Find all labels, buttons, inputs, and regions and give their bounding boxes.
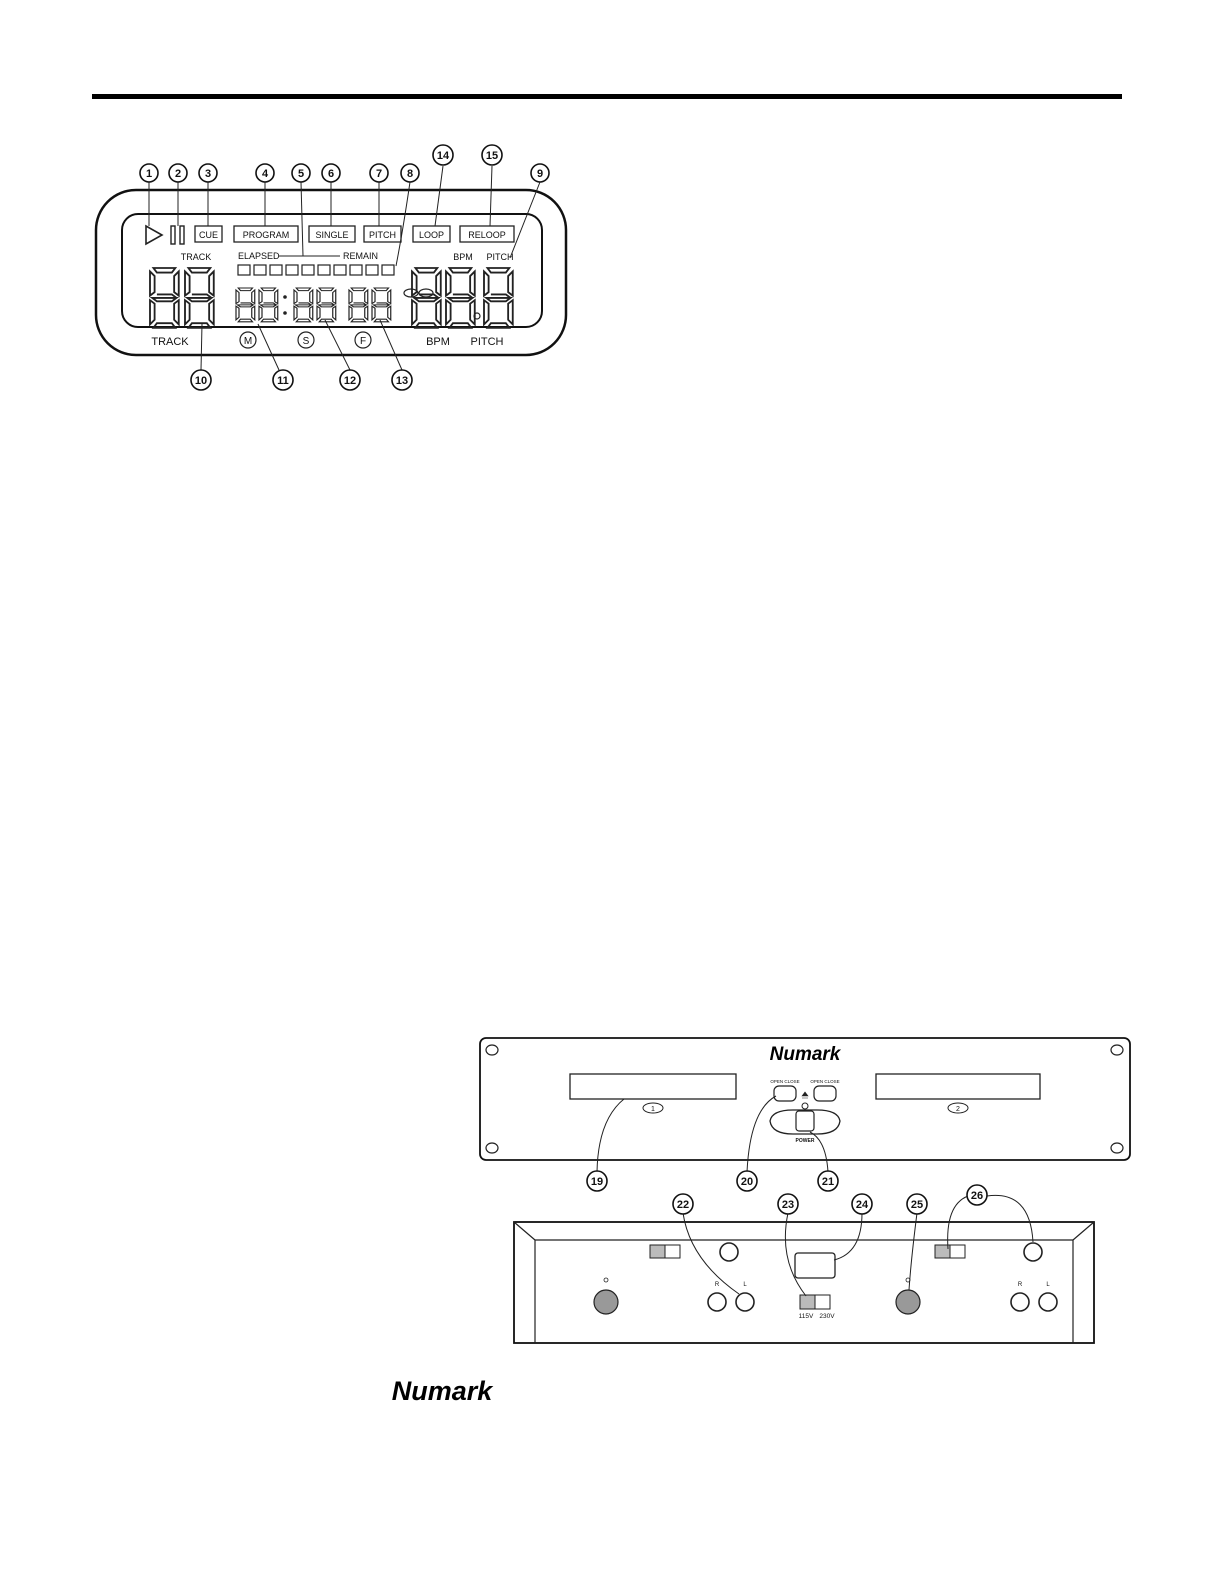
remote-indicator-1 <box>604 1278 608 1282</box>
tray-2-number: 2 <box>956 1106 960 1113</box>
svg-text:2: 2 <box>174 168 182 180</box>
lcd-callout-13 <box>392 370 412 390</box>
lcd-callout-15 <box>482 145 502 165</box>
track-digits <box>150 268 214 328</box>
out1-r-jack <box>708 1293 726 1311</box>
power-led <box>802 1103 808 1109</box>
indicator-single-label: SINGLE <box>315 230 349 240</box>
seconds-label: S <box>302 336 310 347</box>
indicator-single <box>309 226 355 242</box>
svg-text:7: 7 <box>375 168 383 180</box>
indicator-pitch <box>364 226 401 242</box>
svg-text:23: 23 <box>781 1199 795 1211</box>
indicator-pitch-label: PITCH <box>369 230 396 240</box>
digital-out-switch-1 <box>650 1245 680 1258</box>
pitch-bottom-label: PITCH <box>470 336 504 348</box>
elapsed-label: ELAPSED <box>238 251 280 261</box>
lcd-callout-6 <box>322 164 340 182</box>
svg-text:10: 10 <box>194 375 208 387</box>
progress-segments <box>238 265 394 275</box>
rear-callout-25 <box>907 1194 927 1214</box>
svg-text:8: 8 <box>406 168 414 180</box>
svg-text:20: 20 <box>740 1176 754 1188</box>
svg-text:1: 1 <box>145 168 153 180</box>
pitch-sign-segments <box>404 289 433 297</box>
out2-l-jack <box>1039 1293 1057 1311</box>
remote-jack-1 <box>594 1290 618 1314</box>
voltage-230-label: 230V <box>819 1313 835 1320</box>
power-inlet <box>795 1253 835 1278</box>
open-close-button-2 <box>814 1086 836 1101</box>
lcd-callout-1 <box>140 164 158 182</box>
lcd-callout-11 <box>273 370 293 390</box>
lcd-callout-8 <box>401 164 419 182</box>
indicator-program-label: PROGRAM <box>242 230 290 240</box>
rear-panel-diagram <box>514 1185 1094 1343</box>
pause-icon <box>171 226 184 244</box>
lcd-callout-9 <box>531 164 549 182</box>
lcd-callout-12 <box>340 370 360 390</box>
power-label: POWER <box>795 1138 815 1144</box>
svg-text:21: 21 <box>821 1176 835 1188</box>
open-close-label-1: OPEN CLOSE <box>770 1079 800 1084</box>
lcd-callout-5 <box>292 164 310 182</box>
out2-l-label: L <box>1046 1282 1050 1288</box>
minutes-digits <box>236 288 278 322</box>
rear-callout-23 <box>778 1194 798 1214</box>
front-callout-20 <box>737 1171 757 1191</box>
front-callout-21 <box>818 1171 838 1191</box>
out2-r-jack <box>1011 1293 1029 1311</box>
minutes-label: M <box>243 336 253 347</box>
lcd-callout-3 <box>199 164 217 182</box>
colon-dot-upper <box>283 295 287 299</box>
track-bottom-label: TRACK <box>151 336 189 348</box>
tray-1-number: 1 <box>651 1106 655 1113</box>
footer-brand-logo: Numark <box>391 1376 493 1406</box>
indicator-reloop-label: RELOOP <box>468 230 506 240</box>
svg-text:15: 15 <box>485 150 499 162</box>
open-close-label-2: OPEN CLOSE <box>810 1079 840 1084</box>
indicator-cue <box>195 226 222 242</box>
frames-label: F <box>359 336 367 347</box>
svg-text:19: 19 <box>590 1176 604 1188</box>
remain-label: REMAIN <box>343 251 379 261</box>
rear-panel-bevel <box>514 1222 1094 1343</box>
svg-text:22: 22 <box>676 1199 690 1211</box>
lcd-callout-4 <box>256 164 274 182</box>
indicator-program <box>234 226 298 242</box>
front-panel-diagram <box>480 1038 1130 1191</box>
track-top-label: TRACK <box>180 252 212 262</box>
front-callout-19 <box>587 1171 607 1191</box>
digital-out-jack-2 <box>1024 1243 1042 1261</box>
svg-text:4: 4 <box>261 168 269 180</box>
lcd-callout-10 <box>191 370 211 390</box>
digital-out-switch-2 <box>935 1245 965 1258</box>
open-close-button-1 <box>774 1086 796 1101</box>
lcd-callout-14 <box>433 145 453 165</box>
front-brand-logo: Numark <box>769 1044 841 1065</box>
rear-callout-26 <box>967 1185 987 1205</box>
lcd-diagram <box>96 145 566 390</box>
voltage-switch <box>800 1295 830 1309</box>
out1-l-jack <box>736 1293 754 1311</box>
remote-jack-2 <box>896 1290 920 1314</box>
bpm-pitch-digits <box>412 268 513 328</box>
pitch-top-label: PITCH <box>486 252 514 262</box>
bpm-top-label: BPM <box>453 252 473 262</box>
lcd-callout-2 <box>169 164 187 182</box>
out1-l-label: L <box>743 1282 747 1288</box>
indicator-loop-label: LOOP <box>418 230 445 240</box>
svg-text:24: 24 <box>855 1199 869 1211</box>
svg-text:12: 12 <box>343 375 357 387</box>
svg-text:25: 25 <box>910 1199 924 1211</box>
indicator-cue-label: CUE <box>198 230 219 240</box>
rear-callout-24 <box>852 1194 872 1214</box>
svg-text:6: 6 <box>327 168 335 180</box>
frames-digits <box>349 288 391 322</box>
indicator-loop <box>413 226 450 242</box>
svg-text:26: 26 <box>970 1190 984 1202</box>
voltage-115-label: 115V <box>798 1313 814 1320</box>
play-icon <box>146 226 162 244</box>
seconds-digits <box>294 288 336 322</box>
lcd-callout-7 <box>370 164 388 182</box>
bpm-bottom-label: BPM <box>426 336 450 348</box>
svg-text:11: 11 <box>277 375 289 387</box>
tray-2-slot <box>876 1074 1040 1099</box>
colon-dot-lower <box>283 311 287 315</box>
digital-out-jack-1 <box>720 1243 738 1261</box>
rear-callout-22 <box>673 1194 693 1214</box>
svg-text:3: 3 <box>204 168 212 180</box>
indicator-reloop <box>460 226 514 242</box>
out2-r-label: R <box>1017 1282 1023 1288</box>
out1-r-label: R <box>714 1282 720 1288</box>
power-button <box>796 1111 814 1131</box>
svg-text:13: 13 <box>395 375 409 387</box>
eject-icon <box>802 1092 808 1098</box>
svg-text:14: 14 <box>436 150 450 162</box>
tray-1-slot <box>570 1074 736 1099</box>
svg-text:9: 9 <box>536 168 544 180</box>
svg-text:5: 5 <box>297 168 305 180</box>
